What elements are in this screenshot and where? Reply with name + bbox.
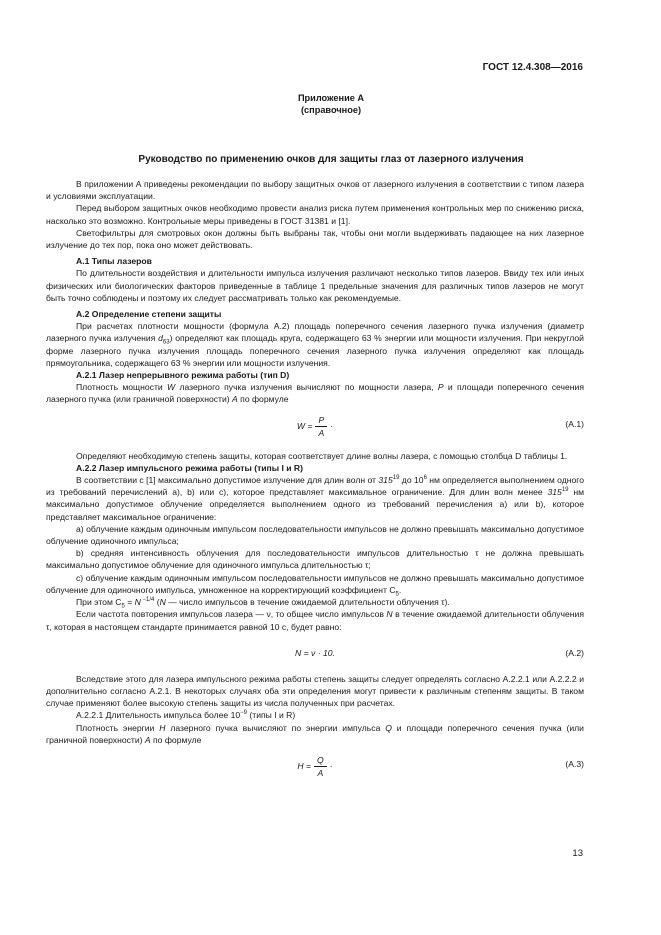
page-number: 13	[572, 848, 583, 859]
list-item: а) облучение каждым одиночным импульсом последовательности импульсов не должно превышать максимально допустимое облучение одиночного импульса;	[46, 523, 584, 547]
document-title: Руководство по применению очков для защиты глаз от лазерного излучения	[138, 154, 524, 165]
paragraph: Плотность мощности W лазерного пучка излучения вычисляют по мощности лазера, P и площади поперечного сечения лазерного пучка (или граничной поверхности) A по формуле	[46, 382, 584, 405]
appendix-note: (справочное)	[300, 105, 361, 115]
section-heading-a1: А.1 Типы лазеров	[76, 256, 152, 267]
standard-header: ГОСТ 12.4.308—2016	[482, 62, 583, 73]
formula-number: (А.3)	[565, 758, 584, 769]
paragraph: А.2.2.1 Длительность импульса более $10^{-9}$ (типы I и R)	[76, 710, 296, 721]
formula-a2: N = ν · 10. (А.2)	[295, 647, 584, 658]
section-heading-a22: А.2.2 Лазер импульсного режима работы (типы I и R)	[76, 462, 303, 473]
formula-number: (А.2)	[565, 647, 584, 658]
paragraph: В соответствии с [1] максимально допустимое излучение для длин волн от $315^{19}$ до $10^6$ нм определяется выполнением одного из требований перечислений а), b) или с), которое представляет максимальное ограничение. Для длин волн менее $315^{19}$ нм максимально допустимое облучение определяется выполнением одного из требований перечисления а) или b), которое представляет максимальное ограничение:	[46, 475, 584, 522]
paragraph: Перед выбором защитных очков необходимо провести анализ риска путем применения контрольных мер по снижению риска, насколько это возможно. Контрольные меры приведены в ГОСТ 31381 и [1].	[46, 203, 584, 226]
paragraph: При этом $C_5 = N$ $^{-1/4}$ (N — число импульсов в течение ожидаемой длительности облучения τ).	[76, 597, 450, 610]
appendix-title: Приложение А	[297, 93, 365, 103]
formula-a1: W = $\frac{P}{A}$ · (А.1)	[296, 414, 584, 438]
paragraph: Вследствие этого для лазера импульсного режима работы степень защиты следует определять согласно А.2.2.1 или А.2.2.2 и дополнительно согласно А.2.1. В некоторых случаях оба эти определения могут привести к различным степеням защиты. В таком случае применяют более высокую степень защиты из числа полученных при расчетах.	[46, 673, 584, 709]
paragraph: При расчетах плотности мощности (формула А.2) площадь поперечного сечения лазерного пучка излучения (диаметр лазерного пучка излучения $d_{63}$) определяют как площадь круга, содержащего 63 % энергии или мощности излучения. При некруглой форме лазерного пучка излучения площадь поперечного сечения лазерного пучка излучения определяют как площадь прямоугольника, содержащего 63 % энергии или мощности излучения.	[46, 321, 584, 368]
paragraph: По длительности воздействия и длительности импульса излучения различают несколько типов лазеров. Ввиду тех или иных физических или биологических факторов приведенные в таблице 1 предельные значения для различных типов лазеров не могут быть точно соблюдены и поэтому их следует рассматривать только как рекомендуемые.	[46, 268, 584, 303]
appendix-heading	[46, 92, 616, 116]
section-heading-a2: А.2 Определение степени защиты	[76, 309, 222, 320]
formula-number: (А.1)	[565, 418, 584, 429]
list-item: с) облучение каждым одиночным импульсом последовательности импульсов не должно превышать максимально допустимое облучение для одиночного импульса, умноженное на корректирующий коэффициент $C_5$.	[46, 572, 584, 598]
paragraph: В приложении А приведены рекомендации по выбору защитных очков от лазерного излучения в соответствии с типом лазера и условиями эксплуатации.	[46, 179, 584, 202]
paragraph: Плотность энергии H лазерного пучка вычисляют по энергии импульса Q и площади поперечного сечения пучка (или граничной поверхности) A по формуле	[46, 722, 584, 745]
paragraph: Определяют необходимую степень защиты, которая соответствует длине волны лазера, с помощью столбца D таблицы 1.	[76, 450, 568, 461]
list-item: b) средняя интенсивность облучения для последовательности импульсов длительностью τ не должна превышать максимально допустимое облучение для одиночного импульса длительностью τ;	[46, 548, 584, 571]
paragraph: Светофильтры для смотровых окон должны быть выбраны так, чтобы они могли выдерживать падающее на них лазерное излучение до тех пор, пока оно может действовать.	[46, 227, 584, 251]
formula-a3: H = $\frac{Q}{A}$ · (А.3)	[297, 754, 584, 778]
document-body	[46, 178, 584, 790]
paragraph: Если частота повторения импульсов лазера — ν, то общее число импульсов N в течение ожидаемой длительности облучения τ, которая в настоящем стандарте принимается равной 10 с, будет равно:	[46, 609, 584, 632]
section-heading-a21: А.2.1 Лазер непрерывного режима работы (тип D)	[76, 370, 290, 381]
